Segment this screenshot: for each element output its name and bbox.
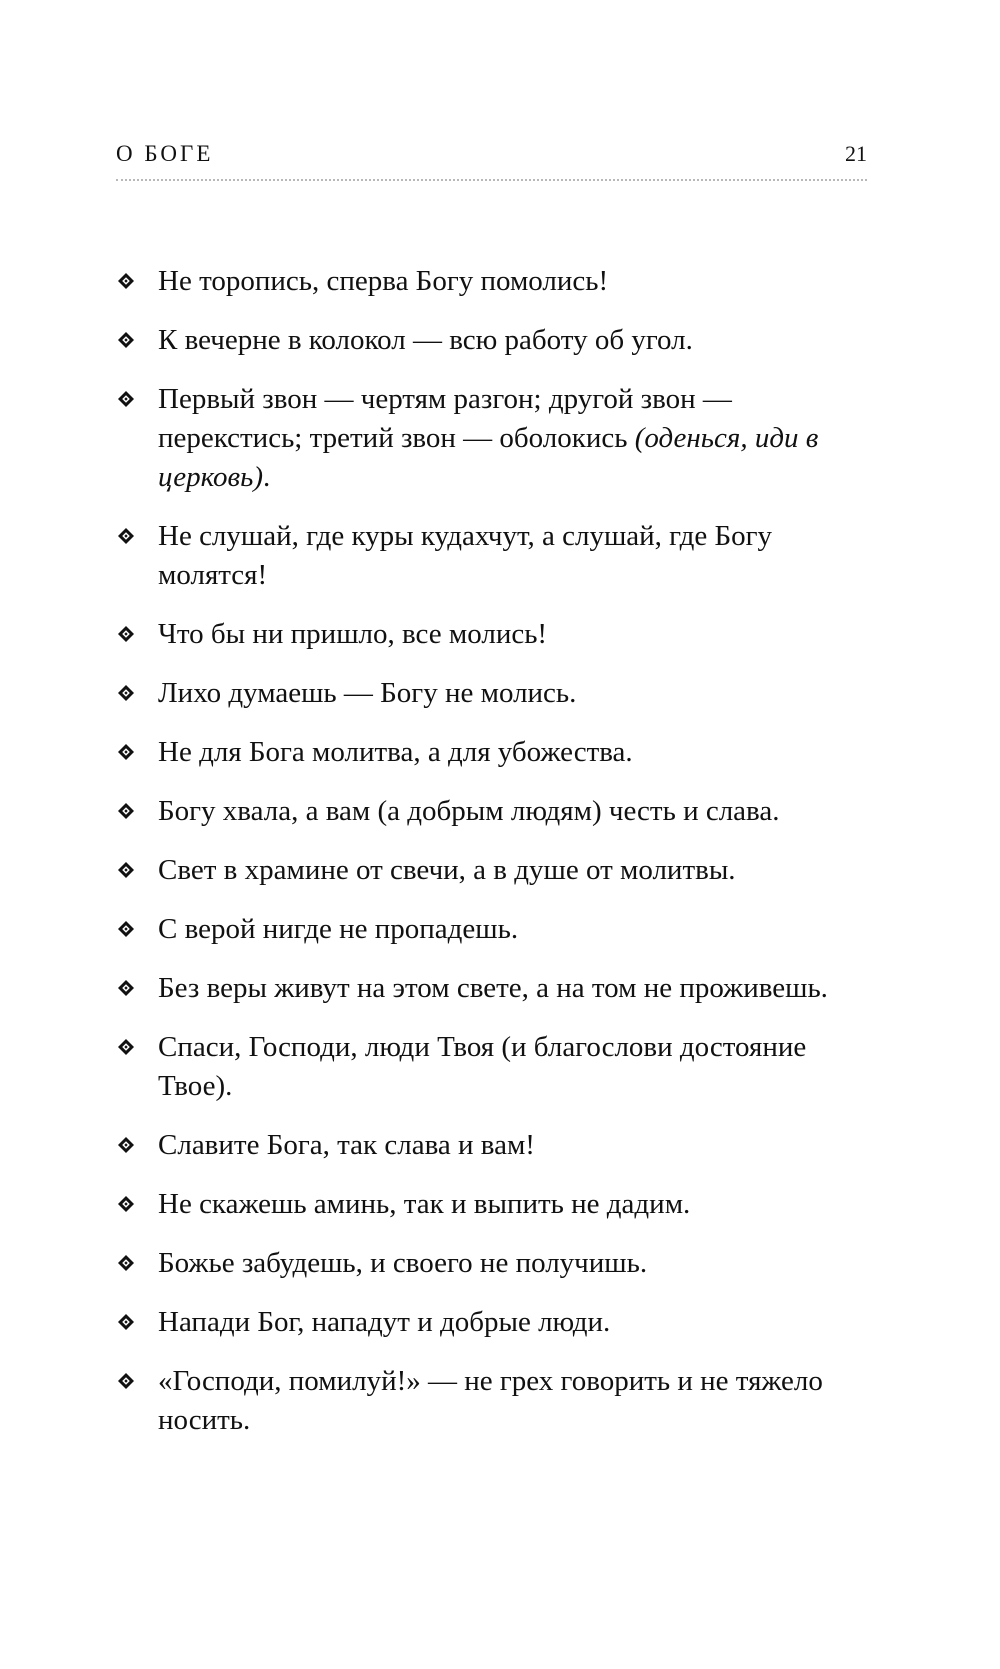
proverb-main-text: Напади Бог, нападут и добрые люди. [158, 1306, 611, 1338]
proverb-text [158, 517, 874, 595]
proverb-text [158, 1362, 874, 1440]
proverb-main-text: Богу хвала, а вам (а добрым людям) честь и слава. [158, 795, 780, 827]
proverb-text [158, 969, 874, 1008]
proverb-main-text: Не скажешь аминь, так и выпить не дадим. [158, 1188, 691, 1220]
proverb-main-text: Спаси, Господи, люди Твоя (и благослови достояние Твое). [158, 1031, 807, 1102]
proverb-text [158, 615, 874, 654]
proverb-text [158, 380, 874, 497]
section-title: О БОГЕ [116, 141, 214, 166]
proverb-main-text: Свет в храмине от свечи, а в душе от молитвы. [158, 854, 736, 886]
proverb-main-text: Первый звон — чертям разгон; другой звон — перекстись; третий звон — оболокись [158, 383, 732, 454]
proverb-main-text: Славите Бога, так слава и вам! [158, 1129, 535, 1161]
proverb-text [158, 1185, 874, 1224]
proverb-tail: . [263, 461, 271, 493]
diamond-bullet-icon [118, 1137, 134, 1153]
proverb-main-text: Не слушай, где куры кудахчут, а слушай, где Богу молятся! [158, 520, 773, 591]
proverb-text [158, 733, 874, 772]
proverb-main-text: Божье забудешь, и своего не получишь. [158, 1247, 648, 1279]
proverb-item [114, 1303, 874, 1342]
diamond-bullet-icon [118, 921, 134, 937]
diamond-bullet-icon [118, 528, 134, 544]
header-rule [116, 179, 867, 181]
running-head [116, 140, 867, 180]
proverb-main-text: Лихо думаешь — Богу не молись. [158, 677, 577, 709]
diamond-bullet-icon [118, 1314, 134, 1330]
proverb-main-text: Не для Бога молитва, а для убожества. [158, 736, 633, 768]
page-number: 21 [845, 141, 867, 166]
diamond-bullet-icon [118, 626, 134, 642]
proverb-main-text: Без веры живут на этом свете, а на том не проживешь. [158, 972, 828, 1004]
proverb-item [114, 1126, 874, 1165]
proverb-list [114, 262, 874, 1460]
proverb-item [114, 615, 874, 654]
proverb-main-text: С верой нигде не пропадешь. [158, 913, 519, 945]
proverb-item [114, 851, 874, 890]
proverb-item [114, 733, 874, 772]
proverb-main-text: Не торопись, сперва Богу помолись! [158, 265, 609, 297]
diamond-bullet-icon [118, 1039, 134, 1055]
diamond-bullet-icon [118, 685, 134, 701]
proverb-main-text: Что бы ни пришло, все молись! [158, 618, 548, 650]
proverb-text [158, 910, 874, 949]
diamond-bullet-icon [118, 273, 134, 289]
diamond-bullet-icon [118, 744, 134, 760]
proverb-text [158, 1126, 874, 1165]
diamond-bullet-icon [118, 980, 134, 996]
diamond-bullet-icon [118, 391, 134, 407]
proverb-item [114, 321, 874, 360]
proverb-text [158, 792, 874, 831]
proverb-text [158, 851, 874, 890]
diamond-bullet-icon [118, 332, 134, 348]
proverb-main-text: К вечерне в колокол — всю работу об угол. [158, 324, 693, 356]
proverb-text [158, 1028, 874, 1106]
proverb-text [158, 1303, 874, 1342]
proverb-item [114, 674, 874, 713]
proverb-item [114, 1028, 874, 1106]
proverb-text [158, 674, 874, 713]
proverb-item [114, 517, 874, 595]
diamond-bullet-icon [118, 803, 134, 819]
diamond-bullet-icon [118, 1373, 134, 1389]
diamond-bullet-icon [118, 1255, 134, 1271]
proverb-main-text: «Господи, помилуй!» — не грех говорить и не тяжело носить. [158, 1365, 823, 1436]
proverb-gloss: (оденься, иди в церковь) [158, 422, 819, 493]
diamond-bullet-icon [118, 862, 134, 878]
proverb-text [158, 262, 874, 301]
proverb-item [114, 1185, 874, 1224]
proverb-item [114, 1362, 874, 1440]
proverb-item [114, 1244, 874, 1283]
proverb-item [114, 380, 874, 497]
proverb-item [114, 792, 874, 831]
proverb-text [158, 321, 874, 360]
proverb-item [114, 969, 874, 1008]
proverb-item [114, 910, 874, 949]
proverb-item [114, 262, 874, 301]
proverb-text [158, 1244, 874, 1283]
diamond-bullet-icon [118, 1196, 134, 1212]
